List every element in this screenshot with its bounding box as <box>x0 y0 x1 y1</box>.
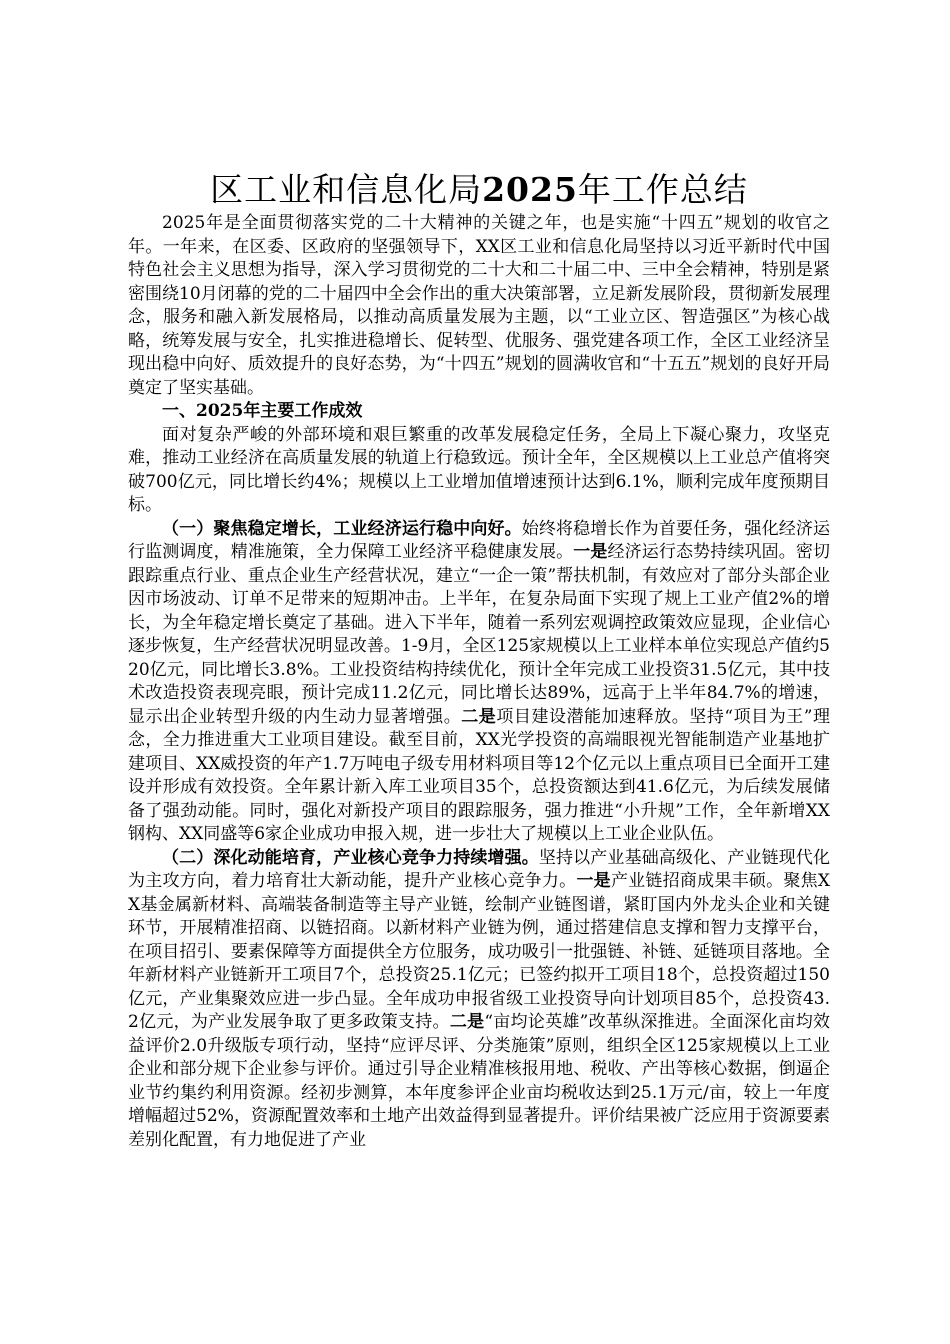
title-suffix: 年工作总结 <box>577 170 748 209</box>
section1-heading: 一、2025年主要工作成效 <box>162 401 363 421</box>
section1-intro-paragraph: 面对复杂严峻的外部环境和艰巨繁重的改革发展稳定任务，全局上下凝心聚力，攻坚克难，推动工业经济在高质量发展的轨道上行稳致远。预计全年，全区规模以上工业总产值将突破700亿元，同比增长约4%；规模以上工业增加值增速预计达到6.1%，顺利完成年度预期目标。 <box>128 424 830 515</box>
subsection1-paragraph <box>128 518 830 847</box>
subsection2-heading: （二）深化动能培育，产业核心竞争力持续增强。 <box>162 847 539 868</box>
intro-paragraph: 2025年是全面贯彻落实党的二十大精神的关键之年，也是实施“十四五”规划的收官之年。一年来，在区委、区政府的坚强领导下，XX区工业和信息化局坚持以习近平新时代中国特色社会主义思想为指导，深入学习贯彻党的二十大和二十届二中、三中全会精神，特别是紧密围绕10月闭幕的党的二十届四中全会作出的重大决策部署，立足新发展阶段，贯彻新发展理念，服务和融入新发展格局，以推动高质量发展为主题，以“工业立区、智造强区”为核心战略，统筹发展与安全，扎实推进稳增长、促转型、优服务、强党建各项工作，全区工业经济呈现出稳中向好、质效提升的良好态势，为“十四五”规划的圆满收官和“十五五”规划的良好开局奠定了坚实基础。 <box>128 213 830 398</box>
subsection1-text-2: 经济运行态势持续巩固。密切跟踪重点行业、重点企业生产经营状况，建立“一企一策”帮扶机制，有效应对了部分头部企业因市场波动、订单不足带来的短期冲击。上半年，在复杂局面下实现了规上工业产值2%的增长，为全年稳定增长奠定了基础。进入下半年，随着一系列宏观调控政策效应显现，企业信心逐步恢复，生产经营状况明显改善。1-9月，全区125家规模以上工业样本单位实现总产值约520亿元，同比增长3.8%。工业投资结构持续优化，预计全年完成工业投资31.5亿元，其中技术改造投资表现亮眼，预计完成11.2亿元，同比增长达89%，远高于上半年84.7%的增速，显示出企业转型升级的内生动力显著增强。 <box>128 542 830 727</box>
subsection2-text-2: 产业链招商成果丰硕。聚焦XX基金属新材料、高端装备制造等主导产业链，绘制产业链图谱，紧盯国内外龙头企业和关键环节，开展精准招商、以链招商。以新材料产业链为例，通过搭建信息支撑和智力支撑平台，在项目招引、要素保障等方面提供全方位服务，成功吸引一批强链、补链、延链项目落地。全年新材料产业链新开工项目7个，总投资25.1亿元；已签约拟开工项目18个，总投资超过150亿元，产业集聚效应进一步凸显。全年成功申报省级工业投资导向计划项目85个，总投资43.2亿元，为产业发展争取了更多政策支持。 <box>128 871 831 1032</box>
subsection1-marker-1: 一是 <box>573 542 608 562</box>
subsection1-heading: （一）聚焦稳定增长，工业经济运行稳中向好。 <box>162 518 522 539</box>
document-title <box>128 170 830 210</box>
subsection1-marker-2: 二是 <box>461 706 497 727</box>
subsection2-marker-1: 一是 <box>576 871 611 891</box>
subsection1-text-1: 始终将稳增长作为首要任务，强化经济运行监测调度，精准施策，全力保障工业经济平稳健康发展。 <box>128 518 831 562</box>
document-page <box>128 170 830 1152</box>
subsection1-text-3: 项目建设潜能加速释放。坚持“项目为王”理念，全力推进重大工业项目建设。截至目前，XX光学投资的高端眼视光智能制造产业基地扩建项目、XX威投资的年产1.7万吨电子级专用材料项目等12个亿元以上重点项目已全面开工建设并形成有效投资。全年累计新入库工业项目35个，总投资额达到41.6亿元，为后续发展储备了强劲动能。同时，强化对新投产项目的跟踪服务，强力推进“小升规”工作，全年新增XX钢构、XX同盛等6家企业成功申报入规，进一步壮大了规模以上工业企业队伍。 <box>128 706 831 844</box>
subsection2-text-1: 坚持以产业基础高级化、产业链现代化为主攻方向，着力培育壮大新动能，提升产业核心竞争力。 <box>128 847 831 891</box>
title-prefix: 区工业和信息化局 <box>210 170 483 209</box>
subsection2-paragraph <box>128 847 830 1153</box>
subsection2-marker-2: 二是 <box>449 1012 485 1032</box>
subsection2-text-3: “亩均论英雄”改革纵深推进。全面深化亩均效益评价2.0升级版专项行动，坚持“应评尽评、分类施策”原则，组织全区125家规模以上工业企业和部分规下企业参与评价。通过引导企业精准核报用地、税收、产出等核心数据，倒逼企业节约集约利用资源。经初步测算，本年度参评企业亩均税收达到25.1万元/亩，较上一年度增幅超过52%，资源配置效率和土地产出效益得到显著提升。评价结果被广泛应用于资源要素差别化配置，有力地促进了产业 <box>128 1012 830 1150</box>
title-year: 2025 <box>482 170 578 209</box>
